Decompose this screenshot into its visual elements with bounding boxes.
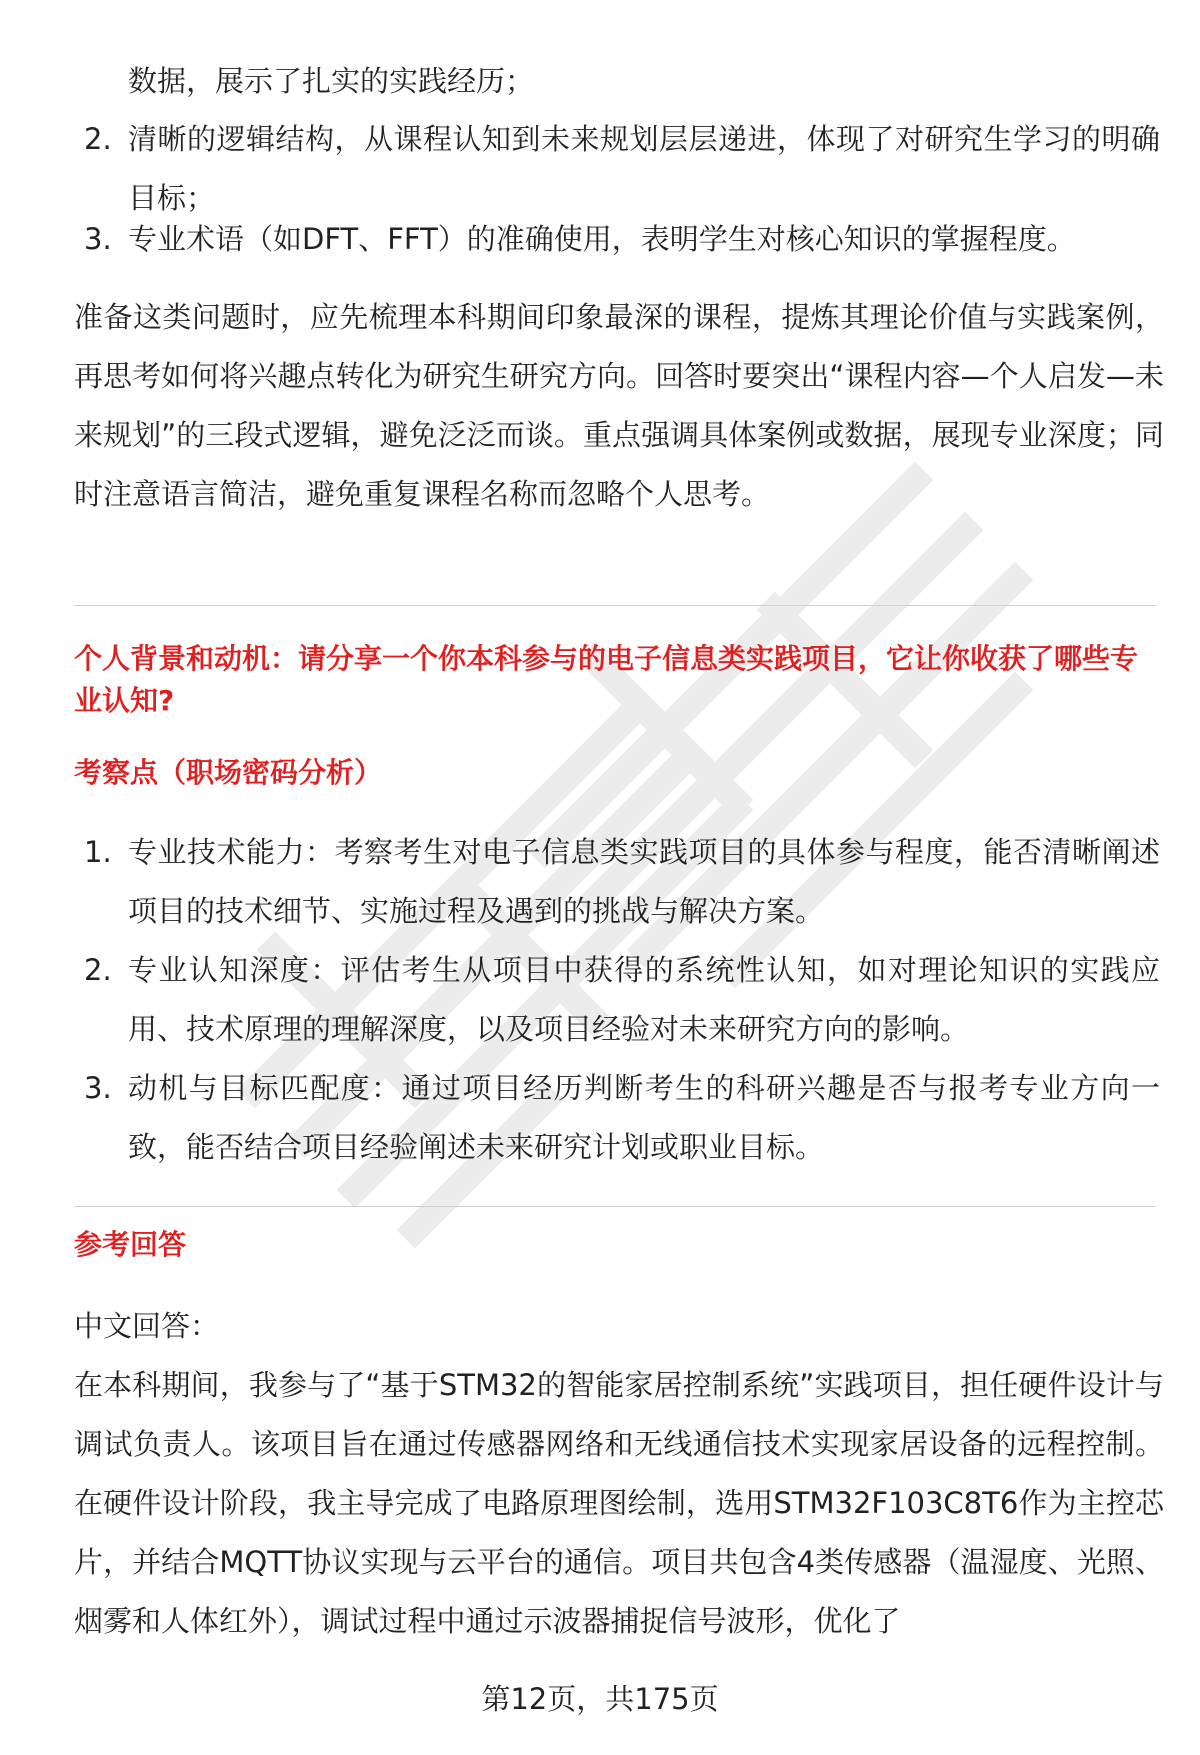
page-number: 第12页，共175页 [481, 1682, 719, 1716]
list-number: 2. [84, 122, 112, 156]
question-title: 个人背景和动机：请分享一个你本科参与的电子信息类实践项目，它让你收获了哪些专业认知? [74, 642, 1139, 717]
focus-heading: 考察点（职场密码分析） [74, 756, 383, 789]
list-item [74, 941, 1160, 1059]
list-number: 3. [84, 222, 112, 256]
answer-label: 中文回答： [74, 1309, 220, 1343]
list-item [74, 823, 1160, 941]
list-number: 1. [84, 835, 112, 869]
list-item-continuation: 数据，展示了扎实的实践经历； [128, 64, 535, 98]
answer-heading: 参考回答 [74, 1228, 187, 1261]
list-number: 3. [84, 1071, 112, 1105]
section-divider [74, 1206, 1156, 1207]
advice-paragraph: 准备这类问题时，应先梳理本科期间印象最深的课程，提炼其理论价值与实践案例，再思考如何将兴趣点转化为研究生研究方向。回答时要突出“课程内容—个人启发—未来规划”的三段式逻辑，避免泛泛而谈。重点强调具体案例或数据，展现专业深度；同时注意语言简洁，避免重复课程名称而忽略个人思考。 [74, 300, 1164, 511]
list-number: 2. [84, 953, 112, 987]
list-item [74, 1059, 1160, 1177]
list-text: 专业技术能力：考察考生对电子信息类实践项目的具体参与程度，能否清晰阐述项目的技术细节、实施过程及遇到的挑战与解决方案。 [128, 835, 1160, 928]
list-text: 清晰的逻辑结构，从课程认知到未来规划层层递进，体现了对研究生学习的明确目标； [128, 122, 1160, 215]
list-text: 专业术语（如DFT、FFT）的准确使用，表明学生对核心知识的掌握程度。 [128, 222, 1076, 256]
list-item [74, 210, 1160, 269]
answer-body: 在本科期间，我参与了“基于STM32的智能家居控制系统”实践项目，担任硬件设计与调试负责人。该项目旨在通过传感器网络和无线通信技术实现家居设备的远程控制。在硬件设计阶段，我主导完成了电路原理图绘制，选用STM32F103C8T6作为主控芯片，并结合MQTT协议实现与云平台的通信。项目共包含4类传感器（温湿度、光照、烟雾和人体红外），调试过程中通过示波器捕捉信号波形，优化了 [74, 1368, 1164, 1638]
section-divider [74, 605, 1156, 606]
list-text: 专业认知深度：评估考生从项目中获得的系统性认知，如对理论知识的实践应用、技术原理的理解深度，以及项目经验对未来研究方向的影响。 [128, 953, 1160, 1046]
list-text: 动机与目标匹配度：通过项目经历判断考生的科研兴趣是否与报考专业方向一致，能否结合项目经验阐述未来研究计划或职业目标。 [128, 1071, 1160, 1164]
